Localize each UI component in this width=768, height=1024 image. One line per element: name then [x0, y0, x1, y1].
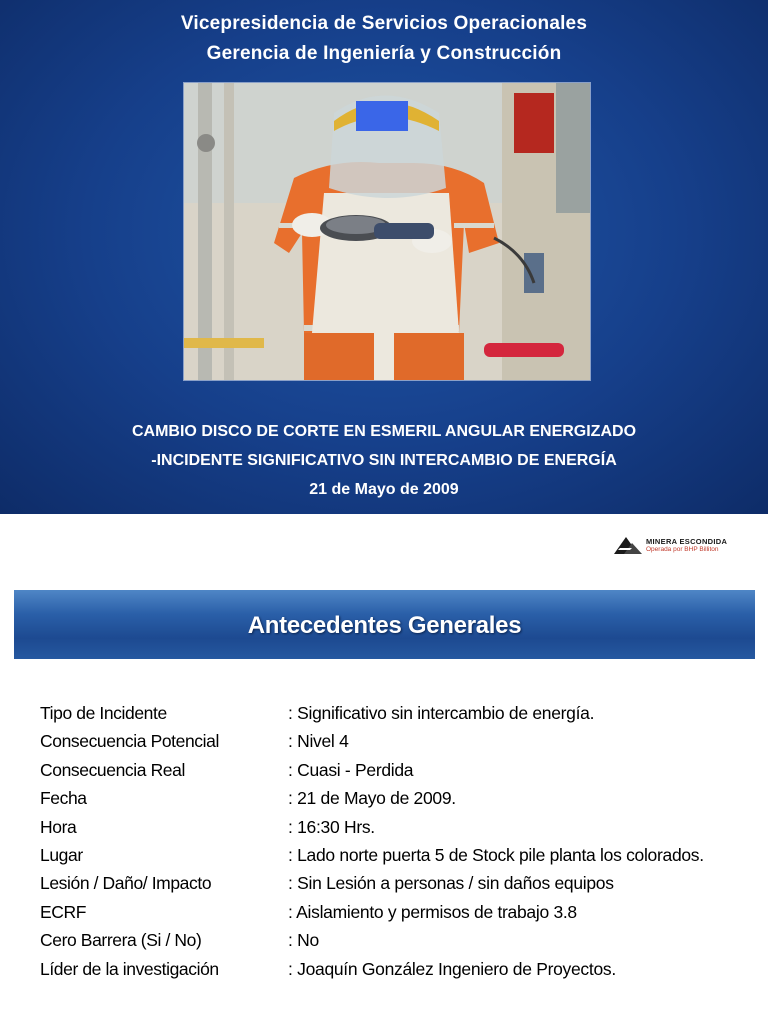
logo-name: MINERA ESCONDIDA — [646, 537, 728, 546]
general-info-table — [40, 703, 760, 987]
info-row — [40, 873, 760, 901]
info-label: Tipo de Incidente — [40, 703, 167, 723]
worker-with-grinder-illustration — [184, 83, 590, 380]
info-value: : Aislamiento y permisos de trabajo 3.8 — [288, 901, 577, 922]
info-row — [40, 845, 760, 873]
incident-photo — [183, 82, 591, 381]
section-banner — [14, 590, 755, 659]
info-label: Cero Barrera (Si / No) — [40, 930, 202, 951]
info-row — [40, 731, 760, 759]
header-line-1: Vicepresidencia de Servicios Operacionales — [180, 13, 588, 34]
company-logo — [612, 533, 742, 557]
info-label: Lugar — [40, 844, 83, 865]
info-value: : Sin Lesión a personas / sin daños equipos — [288, 873, 614, 894]
info-label: Consecuencia Potencial — [40, 731, 219, 752]
info-label: Consecuencia Real — [40, 759, 185, 780]
info-value: : Joaquín González Ingeniero de Proyectos. — [288, 958, 616, 979]
info-value: : 21 de Mayo de 2009. — [288, 788, 456, 809]
info-row — [40, 788, 760, 816]
info-label: ECRF — [40, 901, 87, 922]
mountain-logo-icon — [612, 534, 644, 556]
info-value: : Significativo sin intercambio de energía. — [288, 703, 595, 723]
section-title: Antecedentes Generales — [247, 612, 522, 639]
info-row — [40, 703, 760, 731]
info-value: : No — [288, 930, 319, 951]
info-row — [40, 902, 760, 930]
info-row — [40, 930, 760, 958]
incident-date: 21 de Mayo de 2009 — [309, 481, 459, 498]
info-label: Lesión / Daño/ Impacto — [40, 873, 212, 894]
info-row — [40, 817, 760, 845]
info-label: Fecha — [40, 788, 87, 809]
info-value: : Cuasi - Perdida — [288, 759, 414, 780]
info-value: : Nivel 4 — [288, 731, 349, 752]
incident-title: CAMBIO DISCO DE CORTE EN ESMERIL ANGULAR ENERGIZADO — [131, 423, 637, 440]
info-row — [40, 760, 760, 788]
info-value: : 16:30 Hrs. — [288, 816, 375, 837]
incident-subtitle: -INCIDENTE SIGNIFICATIVO SIN INTERCAMBIO DE ENERGÍA — [151, 452, 617, 469]
header-line-2: Gerencia de Ingeniería y Construcción — [206, 43, 562, 64]
logo-subtitle: Operada por BHP Billiton — [646, 546, 719, 553]
info-row — [40, 959, 760, 987]
info-label: Hora — [40, 816, 77, 837]
info-value: : Lado norte puerta 5 de Stock pile planta los colorados. — [288, 844, 704, 865]
info-label: Líder de la investigación — [40, 958, 219, 979]
